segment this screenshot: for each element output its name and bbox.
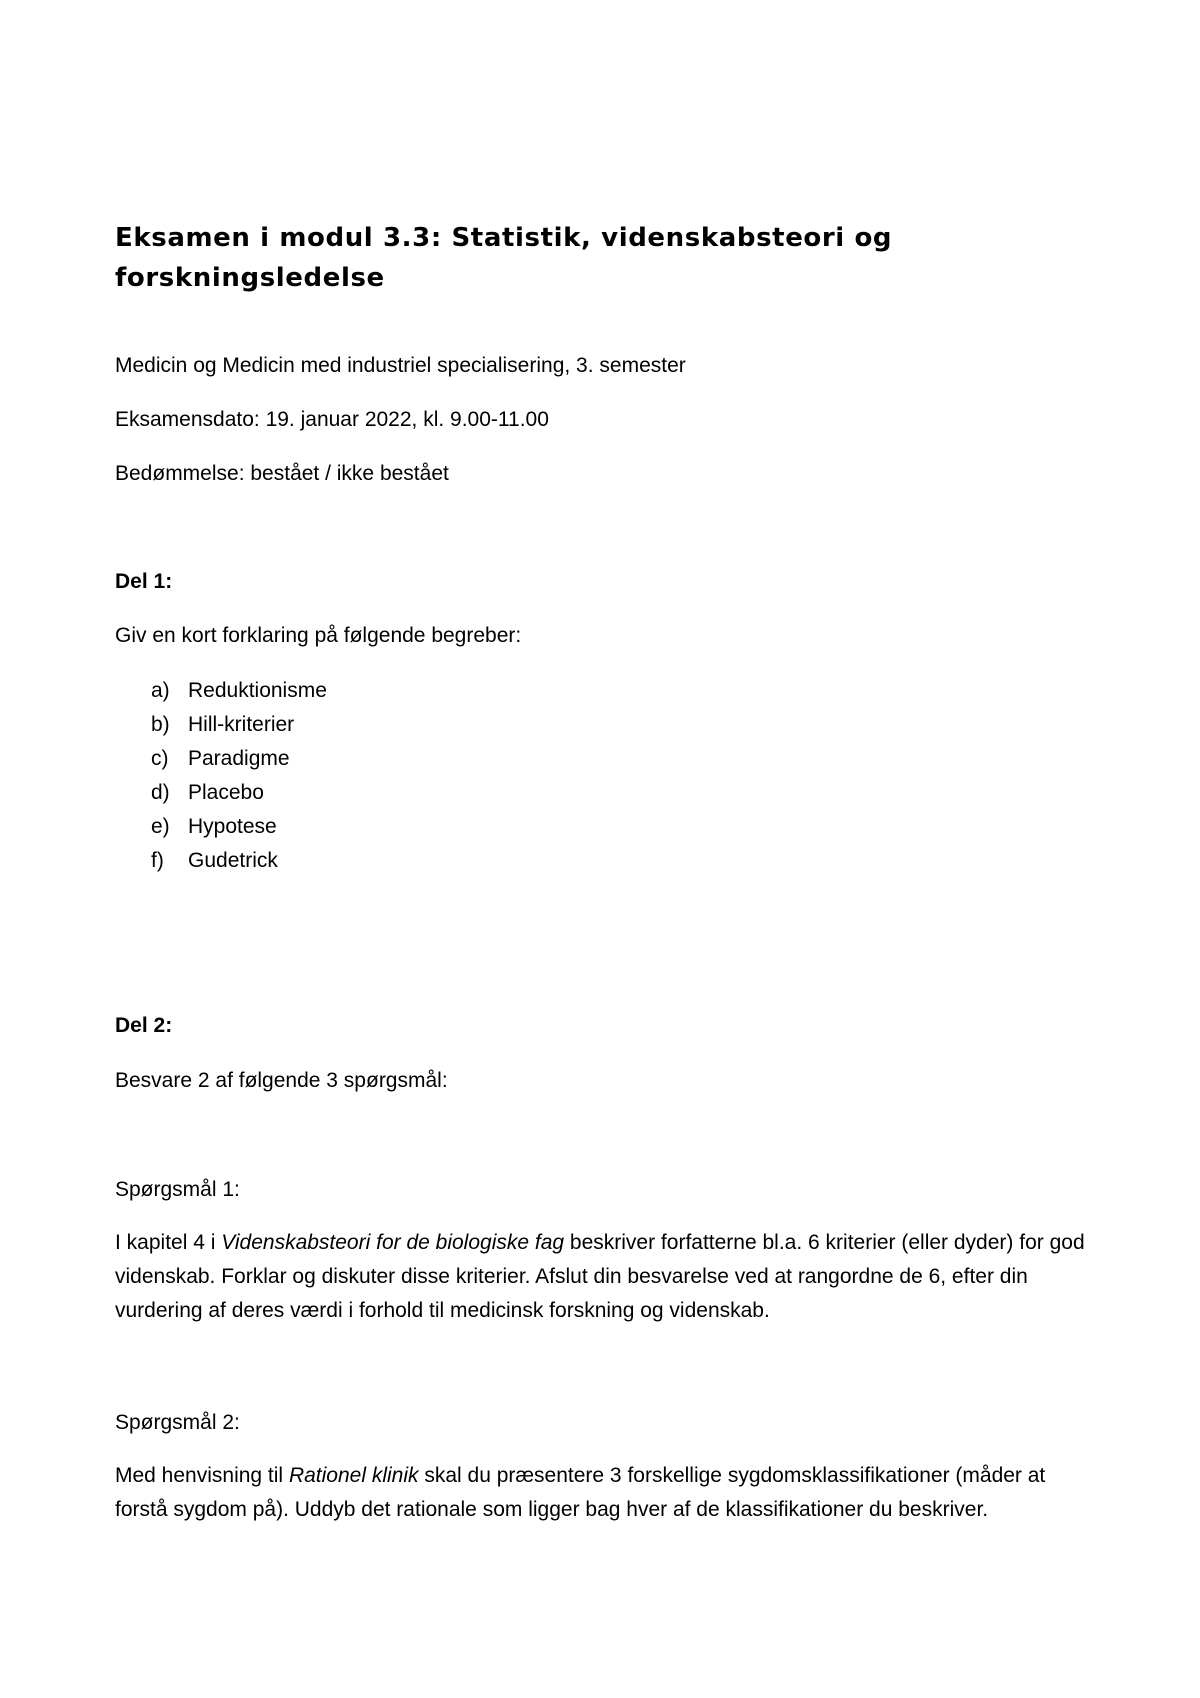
list-item [151,813,277,841]
part2-instruction: Besvare 2 af følgende 3 spørgsmål: [115,1069,448,1092]
question2-heading: Spørgsmål 2: [115,1411,240,1434]
list-item-text: Hypotese [188,815,277,838]
question2-text-after: skal du præsentere 3 forskellige sygdomsklassifikationer (måder at forstå sygdom på). Uddyb det rationale som ligger bag hver af de klassifikationer du beskriver. [115,1464,1046,1521]
question2-text [115,1459,1100,1527]
list-item-text: Reduktionisme [188,679,327,702]
part2-heading: Del 2: [115,1014,173,1037]
grading-line: Bedømmelse: bestået / ikke bestået [115,462,449,485]
list-item [151,677,327,705]
question2-text-before: Med henvisning til [115,1464,289,1487]
exam-date-line: Eksamensdato: 19. januar 2022, kl. 9.00-11.00 [115,408,549,431]
list-item [151,745,290,773]
question1-book-title: Videnskabsteori for de biologiske fag [221,1231,565,1254]
program-line: Medicin og Medicin med industriel specialisering, 3. semester [115,354,686,377]
list-marker: f) [151,849,164,872]
list-marker: c) [151,747,169,770]
question1-text-before: I kapitel 4 i [115,1231,222,1254]
list-marker: d) [151,781,170,804]
question1-text [115,1226,1100,1328]
part1-heading: Del 1: [115,570,173,593]
list-marker: b) [151,713,170,736]
part1-instruction: Giv en kort forklaring på følgende begreber: [115,624,522,647]
list-item-text: Hill-kriterier [188,713,295,736]
list-item-text: Paradigme [188,747,290,770]
list-marker: e) [151,815,170,838]
question1-text-after: beskriver forfatterne bl.a. 6 kriterier (eller dyder) for god videnskab. Forklar og diskuter disse kriterier. Afslut din besvarelse ved at rangordne de 6, efter din vurdering af deres værdi i forhold til medicinsk forskning og videnskab. [115,1231,1085,1322]
question2-book-title: Rationel klinik [288,1464,419,1487]
page-title: Eksamen i modul 3.3: Statistik, videnskabsteori og forskningsledelse [115,223,893,293]
list-item-text: Gudetrick [188,849,278,872]
list-item [151,847,278,875]
question1-heading: Spørgsmål 1: [115,1178,240,1201]
list-item [151,779,264,807]
list-item-text: Placebo [188,781,264,804]
list-item [151,711,294,739]
list-marker: a) [151,679,170,702]
